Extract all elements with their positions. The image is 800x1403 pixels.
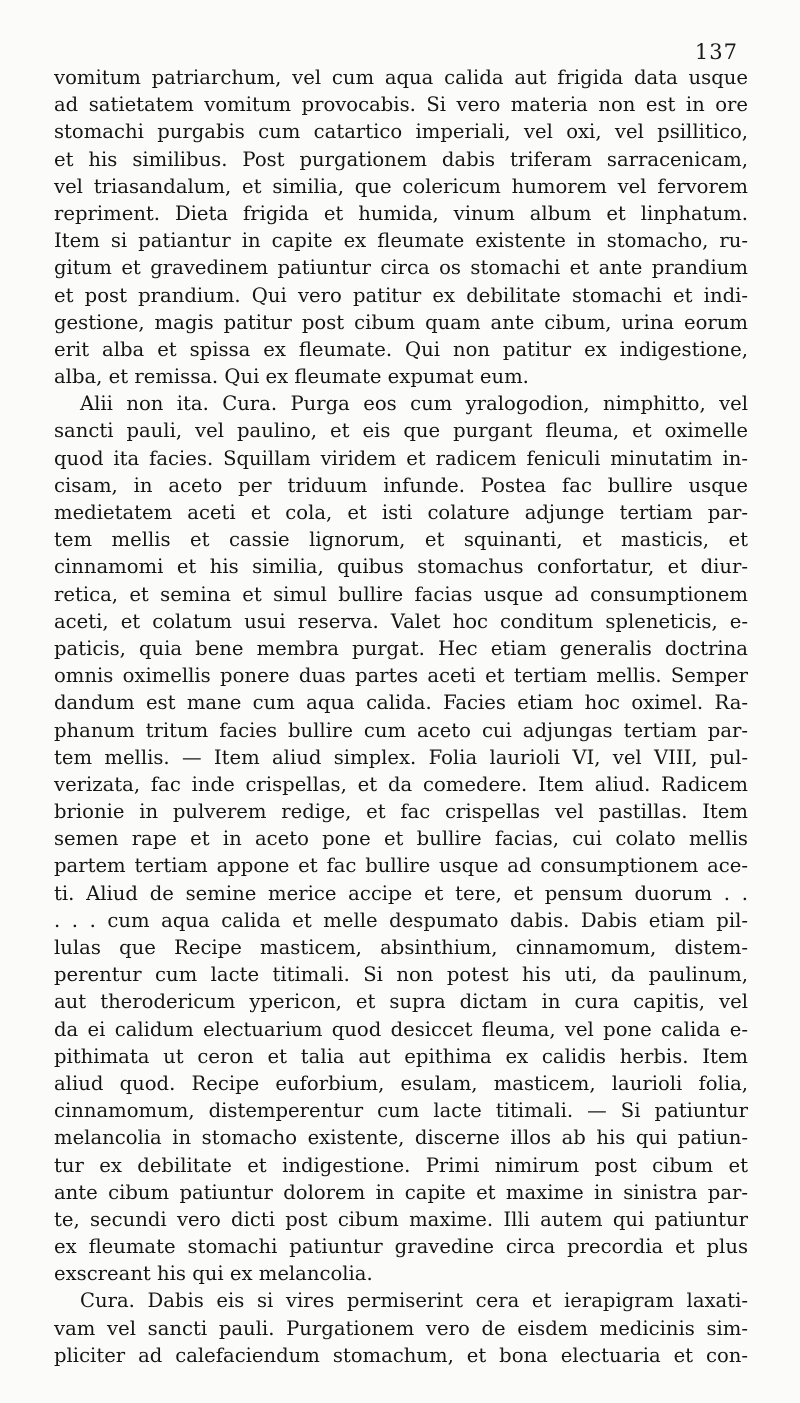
text-line: gitum et gravedinem patiuntur circa os stomachi et ante prandium (54, 256, 748, 280)
text-line: da ei calidum electuarium quod desiccet fleuma, vel pone calida e- (54, 1017, 748, 1041)
text-line: gestione, magis patitur post cibum quam ante cibum, urina eorum (54, 310, 748, 334)
text-line: et his similibus. Post purgationem dabis triferam sarracenicam, (54, 147, 748, 171)
text-line: vomitum patriarchum, vel cum aqua calida aut frigida data usque (54, 66, 748, 89)
text-line: dandum est mane cum aqua calida. Facies etiam hoc oximel. Ra- (54, 691, 748, 715)
text-line: pliciter ad calefaciendum stomachum, et bona electuaria et con- (54, 1343, 748, 1367)
text-line: erit alba et spissa ex fleumate. Qui non patitur ex indigestione, (54, 337, 748, 361)
text-line: repriment. Dieta frigida et humida, vinum album et linphatum. (54, 201, 748, 225)
text-line: paticis, quia bene membra purgat. Hec etiam generalis doctrina (54, 636, 748, 660)
text-line: quod ita facies. Squillam viridem et radicem feniculi minutatim in- (54, 446, 748, 470)
text-line: et post prandium. Qui vero patitur ex debilitate stomachi et indi- (54, 283, 748, 307)
text-line: alba, et remissa. Qui ex fleumate expumat eum. (54, 365, 529, 389)
text-line: Cura. Dabis eis si vires permiserint cera et ierapigram laxati- (80, 1289, 748, 1313)
text-line: ante cibum patiuntur dolorem in capite et maxime in sinistra par- (54, 1180, 748, 1204)
text-line: vam vel sancti pauli. Purgationem vero de eisdem medicinis sim- (54, 1316, 748, 1340)
text-line: ex fleumate stomachi patiuntur gravedine circa precordia et plus (54, 1235, 748, 1259)
text-line: medietatem aceti et cola, et isti colature adjunge tertiam par- (54, 501, 748, 524)
text-line: pithimata ut ceron et talia aut epithima ex calidis herbis. Item (54, 1044, 748, 1068)
text-line: omnis oximellis ponere duas partes aceti et tertiam mellis. Semper (54, 664, 748, 688)
text-line: cinnamomi et his similia, quibus stomachus confortatur, et diur- (54, 555, 748, 579)
text-line: cisam, in aceto per triduum infunde. Postea fac bullire usque (54, 473, 748, 497)
page-number: 137 (694, 40, 738, 64)
text-line: lulas que Recipe masticem, absinthium, cinnamomum, distem- (54, 936, 748, 959)
text-line: tur ex debilitate et indigestione. Primi nimirum post cibum et (54, 1153, 748, 1177)
text-line: Alii non ita. Cura. Purga eos cum yralogodion, nimphitto, vel (80, 392, 748, 416)
text-line: perentur cum lacte titimali. Si non potest his uti, da paulinum, (54, 963, 748, 987)
text-line: ad satietatem vomitum provocabis. Si vero materia non est in ore (54, 93, 748, 117)
text-line: aceti, et colatum usui reserva. Valet hoc conditum spleneticis, e- (54, 609, 748, 633)
text-line: tem mellis et cassie lignorum, et squinanti, et masticis, et (54, 528, 748, 552)
text-line: semen rape et in aceto pone et bullire facias, cui colato mellis (54, 827, 748, 851)
text-line: brionie in pulverem redige, et fac crispellas vel pastillas. Item (54, 800, 748, 824)
text-line: melancolia in stomacho existente, discerne illos ab his qui patiun- (54, 1126, 748, 1150)
text-line: exscreant his qui ex melancolia. (54, 1262, 373, 1286)
text-line: cinnamomum, distemperentur cum lacte titimali. — Si patiuntur (54, 1099, 748, 1123)
text-line: phanum tritum facies bullire cum aceto cui adjungas tertiam par- (54, 718, 748, 742)
text-line: ti. Aliud de semine merice accipe et tere, et pensum duorum . . (54, 881, 748, 905)
text-line: vel triasandalum, et similia, que colericum humorem vel fervorem (54, 174, 748, 198)
text-line: Item si patiantur in capite ex fleumate existente in stomacho, ru- (54, 229, 748, 253)
text-line: aliud quod. Recipe euforbium, esulam, masticem, laurioli folia, (54, 1071, 748, 1095)
text-line: te, secundi vero dicti post cibum maxime. Illi autem qui patiuntur (54, 1207, 748, 1231)
text-line: partem tertiam appone et fac bullire usque ad consumptionem ace- (54, 854, 748, 878)
text-line: retica, et semina et simul bullire facias usque ad consumptionem (54, 582, 748, 606)
text-line: verizata, fac inde crispellas, et da comedere. Item aliud. Radicem (54, 772, 748, 796)
text-line: sancti pauli, vel paulino, et eis que purgant fleuma, et oximelle (54, 419, 748, 443)
text-line: tem mellis. — Item aliud simplex. Folia laurioli VI, vel VIII, pul- (54, 745, 748, 769)
page-body-text (54, 64, 748, 1369)
text-line: aut therodericum ypericon, et supra dictam in cura capitis, vel (54, 990, 748, 1014)
text-line: stomachi purgabis cum catartico imperiali, vel oxi, vel psillitico, (54, 120, 748, 144)
text-line: . . . cum aqua calida et melle despumato dabis. Dabis etiam pil- (54, 908, 748, 932)
